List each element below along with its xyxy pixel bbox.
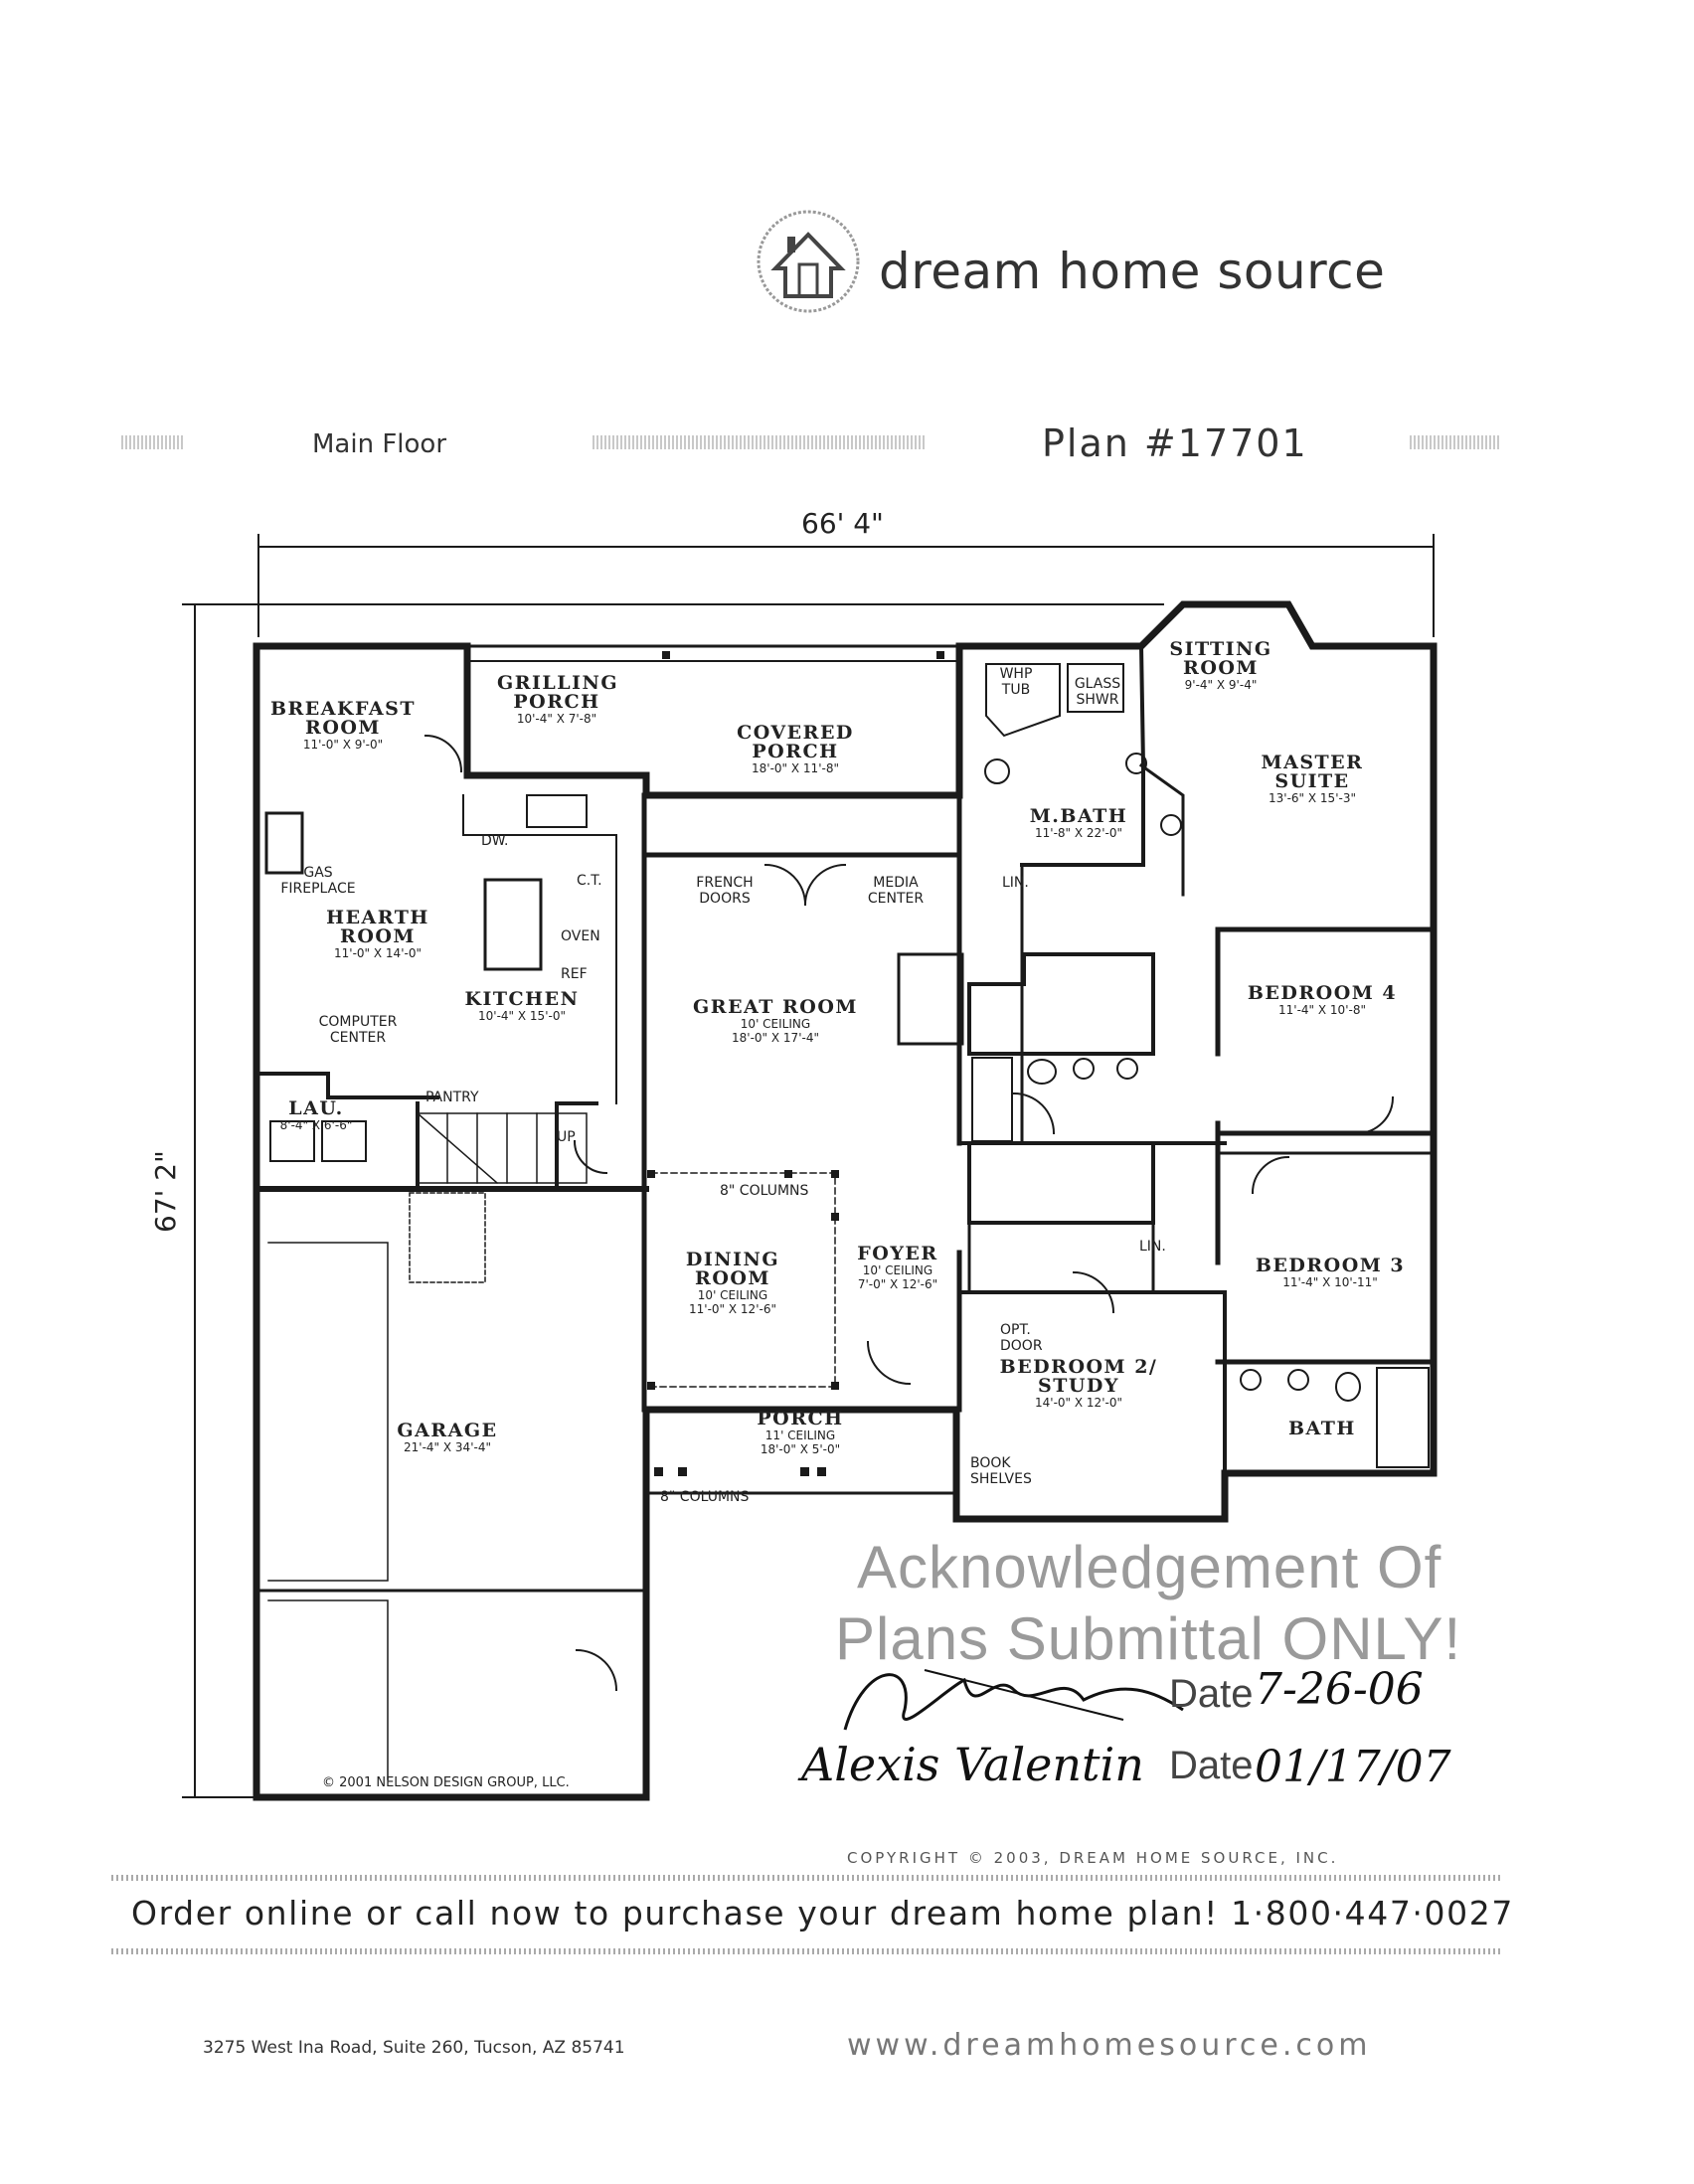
floor-label: Main Floor — [312, 429, 447, 459]
date-1-value: 7-26-06 — [1255, 1664, 1424, 1715]
french-doors-label: FRENCH DOORS — [696, 875, 754, 907]
stamp-line-2: Plans Submittal ONLY! — [835, 1605, 1462, 1672]
room-ceiling: 11' CEILING — [764, 1428, 836, 1442]
company-address: 3275 West Ina Road, Suite 260, Tucson, AZ 85741 — [203, 2038, 625, 2058]
room-name: BEDROOM 3 — [1255, 1255, 1406, 1276]
room-name: COVERED PORCH — [737, 722, 854, 762]
order-banner: Order online or call now to purchase your dream home plan! 1·800·447·0027 — [131, 1894, 1514, 1932]
room-size: 11'-0" X 12'-6" — [689, 1302, 776, 1316]
room-size: 7'-0" X 12'-6" — [857, 1277, 938, 1291]
room-name: LAU. — [288, 1097, 344, 1119]
stamp-line-1: Acknowledgement Of — [857, 1534, 1442, 1600]
room-name: DINING ROOM — [685, 1249, 780, 1289]
room-porch — [736, 1410, 865, 1456]
room-size: 9'-4" X 9'-4" — [1184, 678, 1258, 692]
room-size: 21'-4" X 34'-4" — [404, 1440, 491, 1454]
room-master-suite — [1243, 754, 1382, 805]
room-size: 11'-0" X 9'-0" — [302, 738, 384, 752]
room-covered-porch — [736, 724, 855, 775]
room-great-room — [686, 998, 865, 1045]
pantry-label: PANTRY — [425, 1090, 479, 1105]
room-size: 8'-4" X 6'-6" — [279, 1118, 353, 1132]
date-2-value: 01/17/07 — [1255, 1742, 1451, 1792]
room-name: SITTING ROOM — [1169, 638, 1272, 679]
room-name: PORCH — [757, 1408, 844, 1429]
room-hearth — [308, 909, 447, 960]
counter-top-label: C.T. — [577, 873, 602, 889]
columns-label: 8" COLUMNS — [660, 1489, 750, 1505]
room-ceiling: 10' CEILING — [697, 1288, 768, 1302]
room-name: GREAT ROOM — [693, 996, 858, 1018]
room-laundry — [276, 1099, 356, 1132]
room-bedroom-3 — [1251, 1257, 1410, 1289]
room-grilling-porch — [497, 672, 619, 726]
room-size: 18'-0" X 17'-4" — [732, 1031, 819, 1045]
linen-closet-label: LIN. — [1139, 1239, 1166, 1255]
room-size: 10'-4" X 7'-8" — [516, 712, 597, 726]
dotted-rule — [111, 1875, 1503, 1881]
date-1-label: Date — [1169, 1672, 1254, 1716]
room-size: 10'-4" X 15'-0" — [478, 1009, 566, 1023]
optional-door-label: OPT. DOOR — [1000, 1322, 1043, 1354]
room-name: FOYER — [857, 1243, 938, 1264]
room-breakfast — [268, 700, 418, 752]
room-name: HEARTH ROOM — [326, 907, 429, 947]
room-size: 18'-0" X 11'-8" — [752, 761, 839, 775]
room-size: 11'-4" X 10'-8" — [1278, 1003, 1366, 1017]
glass-shower-label: GLASS SHWR — [1074, 676, 1121, 708]
room-name: MASTER SUITE — [1261, 752, 1364, 792]
room-master-bath — [1014, 807, 1143, 840]
dishwasher-label: DW. — [481, 833, 509, 849]
signature-1 — [825, 1650, 1203, 1740]
room-name: BEDROOM 4 — [1247, 982, 1398, 1004]
book-shelves-label: BOOK SHELVES — [970, 1455, 1032, 1487]
room-bedroom-2 — [994, 1358, 1163, 1410]
brand-name: dream home source — [879, 243, 1386, 300]
room-ceiling: 10' CEILING — [740, 1017, 811, 1031]
dotted-rule — [111, 1948, 1503, 1954]
signature-2: Alexis Valentin — [801, 1738, 1144, 1791]
room-kitchen — [457, 990, 587, 1023]
room-foyer — [843, 1245, 952, 1291]
media-center-label: MEDIA CENTER — [867, 875, 925, 907]
room-dining — [668, 1251, 797, 1316]
copyright-notice: COPYRIGHT © 2003, DREAM HOME SOURCE, INC. — [847, 1849, 1339, 1867]
room-name: GRILLING PORCH — [497, 672, 619, 713]
room-size: 11'-8" X 22'-0" — [1035, 826, 1122, 840]
room-size: 14'-0" X 12'-0" — [1035, 1396, 1122, 1410]
room-name: GARAGE — [397, 1420, 498, 1441]
nelson-copyright: © 2001 NELSON DESIGN GROUP, LLC. — [322, 1775, 570, 1790]
room-bath: BATH — [1288, 1418, 1356, 1439]
room-sitting — [1161, 640, 1280, 692]
room-size: 11'-0" X 14'-0" — [334, 946, 422, 960]
gas-fireplace-label: GAS FIREPLACE — [280, 865, 356, 897]
width-dimension: 66' 4" — [801, 507, 884, 540]
room-ceiling: 10' CEILING — [862, 1263, 933, 1277]
room-bedroom-4 — [1243, 984, 1402, 1017]
depth-dimension: 67' 2" — [149, 1150, 182, 1233]
room-name: KITCHEN — [464, 988, 580, 1010]
room-name: BREAKFAST ROOM — [269, 698, 417, 739]
stairs-up-label: UP — [557, 1129, 576, 1145]
website-url: www.dreamhomesource.com — [847, 2028, 1372, 2063]
room-name: BEDROOM 2/ STUDY — [999, 1356, 1158, 1397]
room-size: 13'-6" X 15'-3" — [1269, 791, 1356, 805]
plan-number: Plan #17701 — [1042, 421, 1308, 465]
refrigerator-label: REF — [561, 966, 588, 982]
whp-tub-label: WHP TUB — [999, 666, 1033, 698]
linen-closet-label: LIN. — [1002, 875, 1029, 891]
columns-label: 8" COLUMNS — [720, 1183, 809, 1199]
computer-center-label: COMPUTER CENTER — [318, 1014, 398, 1046]
date-2-label: Date — [1169, 1744, 1254, 1787]
room-size: 11'-4" X 10'-11" — [1282, 1275, 1378, 1289]
room-size: 18'-0" X 5'-0" — [760, 1442, 841, 1456]
room-garage — [358, 1422, 537, 1454]
room-name: M.BATH — [1029, 805, 1128, 827]
oven-label: OVEN — [561, 928, 600, 944]
